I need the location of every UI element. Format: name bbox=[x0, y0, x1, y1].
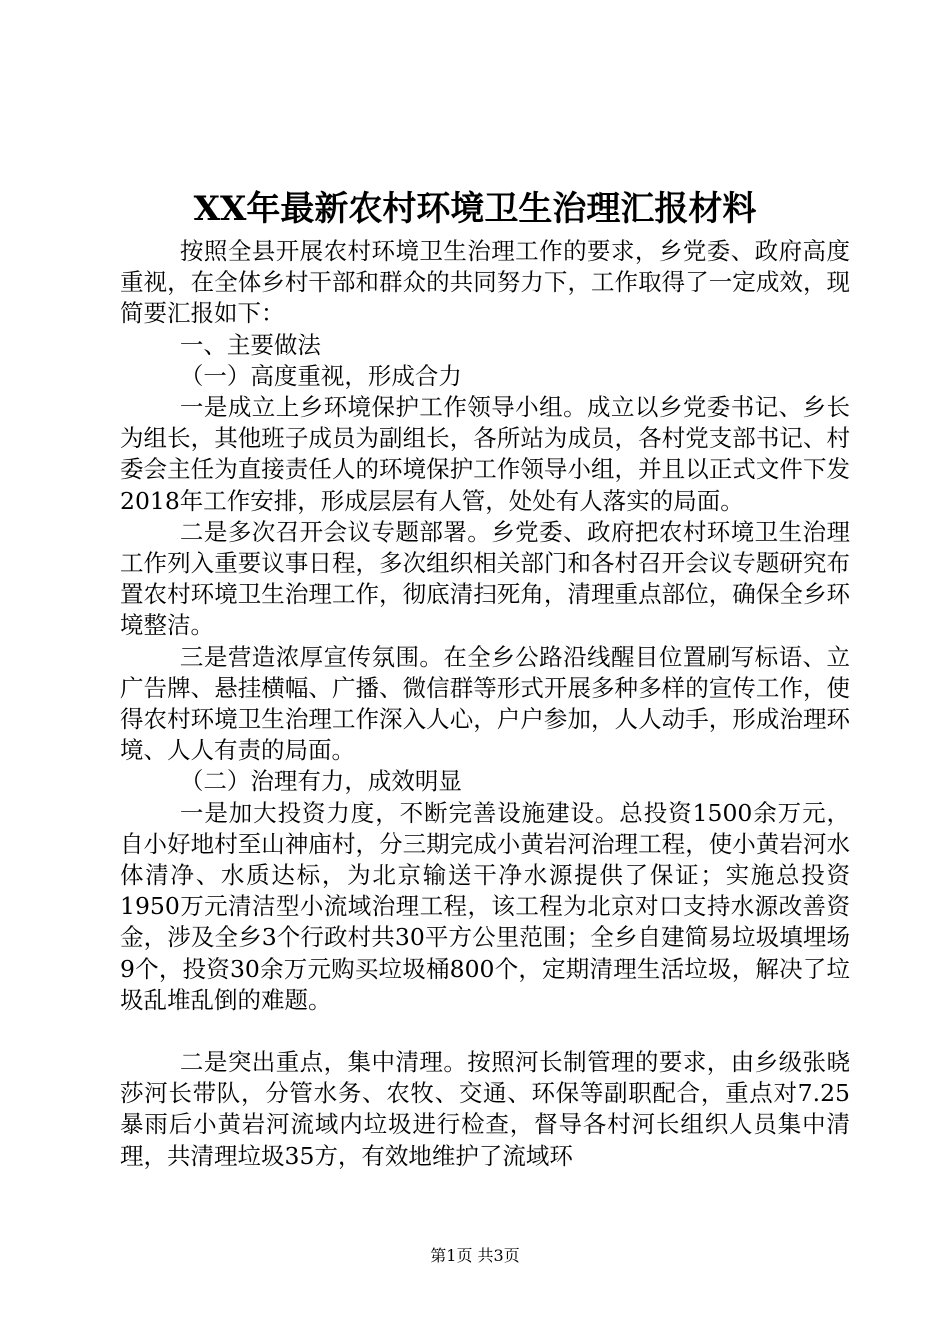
subsection-heading-2: （二）治理有力，成效明显 bbox=[179, 767, 462, 796]
paragraph-cleanup: 二是突出重点，集中清理。按照河长制管理的要求，由乡级张晓莎河长带队，分管水务、农牧、交通、环保等副职配合，重点对7.25暴雨后小黄岩河流域内垃圾进行检查，督导各村河长组织人员集中清理，共清理垃圾35方，有效地维护了流域环 bbox=[120, 1048, 850, 1170]
paragraph-intro: 按照全县开展农村环境卫生治理工作的要求，乡党委、政府高度重视，在全体乡村干部和群众的共同努力下，工作取得了一定成效，现简要汇报如下： bbox=[120, 237, 850, 328]
paragraph-publicity: 三是营造浓厚宣传氛围。在全乡公路沿线醒目位置刷写标语、立广告牌、悬挂横幅、广播、微信群等形式开展多种多样的宣传工作，使得农村环境卫生治理工作深入人心，户户参加，人人动手，形成治理环境、人人有责的局面。 bbox=[120, 642, 850, 765]
document-title: XX年最新农村环境卫生治理汇报材料 bbox=[193, 189, 757, 229]
page-footer: 第1页 共3页 bbox=[430, 1246, 520, 1265]
paragraph-investment: 一是加大投资力度，不断完善设施建设。总投资1500余万元，自小好地村至山神庙村，分三期完成小黄岩河治理工程，使小黄岩河水体清净、水质达标，为北京输送干净水源提供了保证；实施总投资1950万元清洁型小流域治理工程，该工程为北京对口支持水源改善资金，涉及全乡3个行政村共30平方公里范围；全乡自建简易垃圾填埋场9个，投资30余万元购买垃圾桶800个，定期清理生活垃圾，解决了垃圾乱堆乱倒的难题。 bbox=[120, 798, 850, 1014]
section-heading-main-practices: 一、主要做法 bbox=[179, 330, 321, 359]
document-body bbox=[120, 236, 850, 1172]
paragraph-leadership-group: 一是成立上乡环境保护工作领导小组。成立以乡党委书记、乡长为组长，其他班子成员为副组长，各所站为成员，各村党支部书记、村委会主任为直接责任人的环境保护工作领导小组，并且以正式文件下发2018年工作安排，形成层层有人管，处处有人落实的局面。 bbox=[120, 393, 850, 515]
paragraph-meetings: 二是多次召开会议专题部署。乡党委、政府把农村环境卫生治理工作列入重要议事日程，多次组织相关部门和各村召开会议专题研究布置农村环境卫生治理工作，彻底清扫死角，清理重点部位，确保全乡环境整洁。 bbox=[120, 517, 850, 640]
subsection-heading-1: （一）高度重视，形成合力 bbox=[179, 361, 462, 390]
